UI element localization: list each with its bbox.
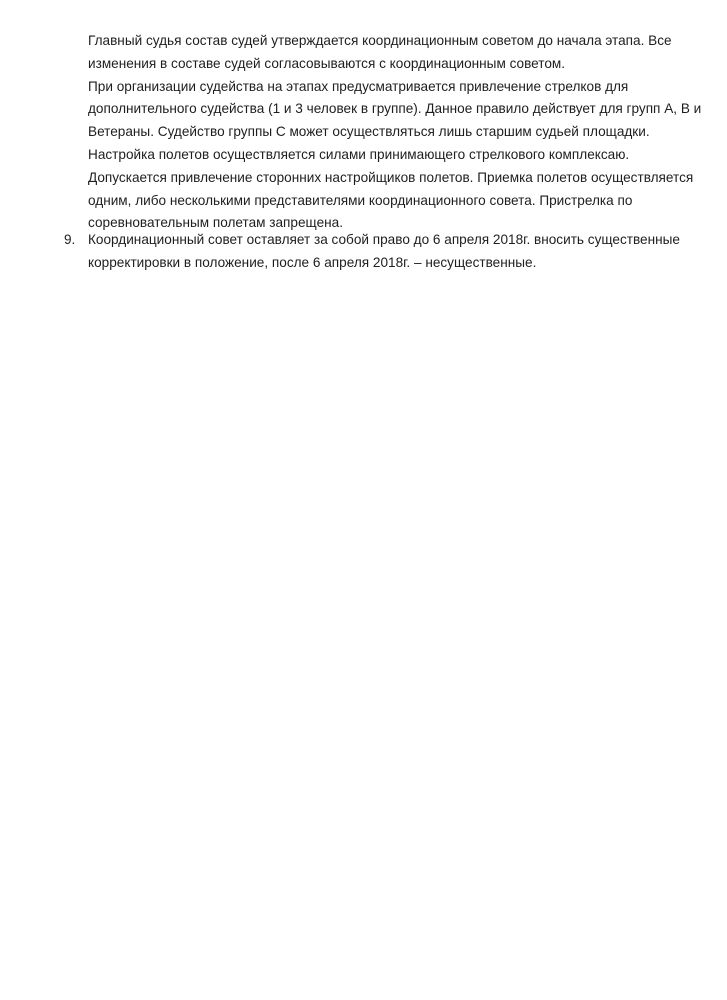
judging-rules-paragraph xyxy=(88,30,702,235)
text-line: одним, либо несколькими представителями координационного совета. Пристрелка по xyxy=(88,192,633,208)
text-line: Настройка полетов осуществляется силами принимающего стрелкового комплексаю. xyxy=(88,146,630,162)
text-line: При организации судейства на этапах предусматривается привлечение стрелков для xyxy=(88,78,629,94)
text-line: Координационный совет оставляет за собой право до 6 апреля 2018г. вносить существенные xyxy=(88,232,680,247)
list-item-number: 9. xyxy=(64,232,76,247)
text-line: изменения в составе судей согласовываются с координационным советом. xyxy=(88,55,566,71)
text-line: корректировки в положение, после 6 апреля 2018г. – несущественные. xyxy=(88,254,537,270)
text-line: дополнительного судейства (1 и 3 человек в группе). Данное правило действует для групп А, В и xyxy=(88,101,702,117)
text-line: Главный судья состав судей утверждается координационным советом до начала этапа. Все xyxy=(88,33,672,48)
text-line: Ветераны. Судейство группы С может осуществляться лишь старшим судьей площадки. xyxy=(88,124,650,140)
text-line: соревновательным полетам запрещена. xyxy=(88,215,343,231)
list-item-text xyxy=(88,229,680,275)
text-line: Допускается привлечение сторонних настройщиков полетов. Приемка полетов осуществляется xyxy=(88,169,694,185)
